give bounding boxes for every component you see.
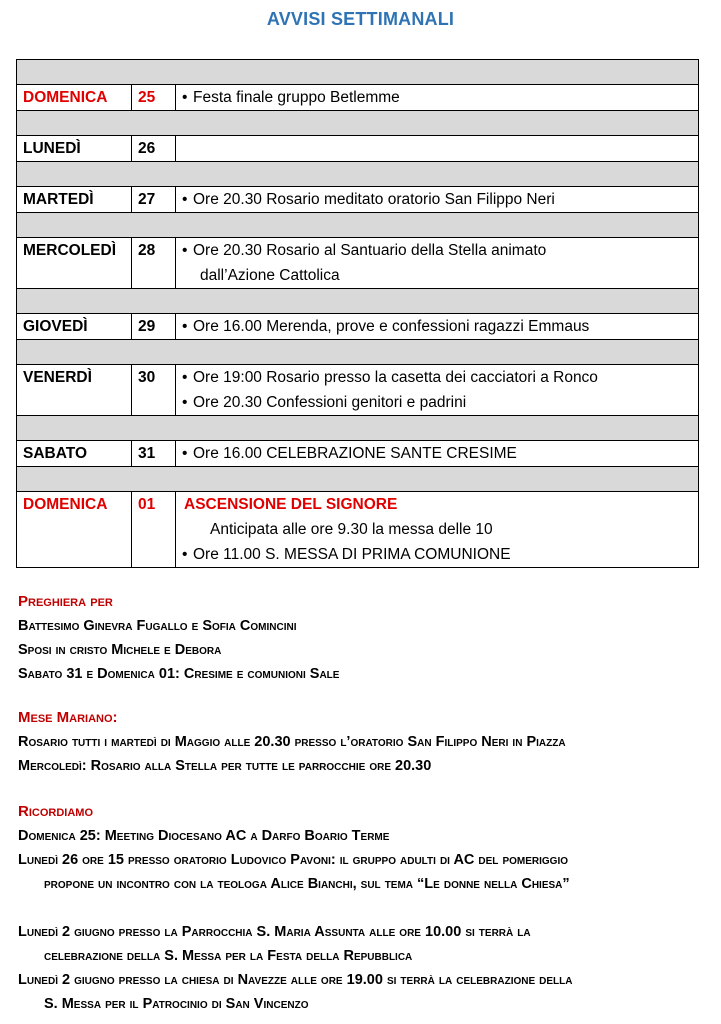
- day-number: 01: [132, 492, 176, 568]
- events-cell: [176, 365, 699, 416]
- schedule-separator-row: [17, 213, 699, 238]
- event-line: [182, 517, 692, 542]
- event-text: Ore 11.00 S. MESSA DI PRIMA COMUNIONE: [193, 546, 511, 563]
- day-number: 27: [132, 187, 176, 213]
- schedule-separator-row: [17, 111, 699, 136]
- events-cell: [176, 187, 699, 213]
- day-number: 25: [132, 85, 176, 111]
- separator-cell: [17, 60, 699, 85]
- section-title: Preghiera per: [18, 593, 113, 610]
- event-line: [182, 314, 692, 339]
- section-spacer: [18, 896, 708, 920]
- schedule-separator-row: [17, 289, 699, 314]
- event-text: Ore 19:00 Rosario presso la casetta dei cacciatori a Ronco: [193, 369, 598, 386]
- section-mese-mariano: [18, 706, 708, 778]
- bullet-icon: •: [182, 394, 188, 411]
- section-preghiera: [18, 590, 708, 686]
- event-text: Festa finale gruppo Betlemme: [193, 89, 400, 106]
- event-text: ASCENSIONE DEL SIGNORE: [184, 496, 398, 513]
- bullet-icon: •: [182, 546, 188, 563]
- schedule-separator-row: [17, 60, 699, 85]
- event-line: [182, 85, 692, 110]
- event-line: [182, 187, 692, 212]
- separator-cell: [17, 111, 699, 136]
- event-line: [182, 238, 692, 263]
- day-name: DOMENICA: [17, 85, 132, 111]
- day-number: 28: [132, 238, 176, 289]
- event-text: Ore 16.00 CELEBRAZIONE SANTE CRESIME: [193, 445, 517, 462]
- section-ricordiamo: [18, 800, 708, 1016]
- event-text: Ore 20.30 Rosario al Santuario della Stella animato: [193, 242, 547, 259]
- section-line: S. Messa per il Patrocinio di San Vincenzo: [44, 996, 309, 1012]
- event-line: [182, 263, 692, 288]
- day-name: MARTEDÌ: [17, 187, 132, 213]
- day-number: 29: [132, 314, 176, 340]
- day-name: VENERDÌ: [17, 365, 132, 416]
- day-name: SABATO: [17, 441, 132, 467]
- events-cell: [176, 441, 699, 467]
- schedule-separator-row: [17, 340, 699, 365]
- section-line: Domenica 25: Meeting Diocesano AC a Darfo Boario Terme: [18, 828, 390, 844]
- separator-cell: [17, 289, 699, 314]
- event-text: Ore 16.00 Merenda, prove e confessioni ragazzi Emmaus: [193, 318, 590, 335]
- event-text: dall’Azione Cattolica: [200, 267, 340, 284]
- event-line: [182, 390, 692, 415]
- weekly-schedule-table: [16, 59, 699, 568]
- event-line: [182, 441, 692, 466]
- bullet-icon: •: [182, 445, 188, 462]
- section-line: Lunedì 2 giugno presso la chiesa di Navezze alle ore 19.00 si terrà la celebrazione della: [18, 972, 573, 988]
- bullet-icon: •: [182, 318, 188, 335]
- day-name: LUNEDÌ: [17, 136, 132, 162]
- schedule-row: [17, 136, 699, 162]
- schedule-separator-row: [17, 162, 699, 187]
- events-cell: [176, 85, 699, 111]
- section-line: Mercoledì: Rosario alla Stella per tutte le parrocchie ore 20.30: [18, 758, 432, 774]
- events-cell: [176, 136, 699, 162]
- separator-cell: [17, 340, 699, 365]
- day-number: 26: [132, 136, 176, 162]
- schedule-row: [17, 441, 699, 467]
- schedule-row: [17, 238, 699, 289]
- bullet-icon: •: [182, 191, 188, 208]
- section-line: Sabato 31 e Domenica 01: Cresime e comunioni Sale: [18, 666, 340, 682]
- day-name: GIOVEDÌ: [17, 314, 132, 340]
- bullet-icon: •: [182, 242, 188, 259]
- event-text: Ore 20.30 Rosario meditato oratorio San Filippo Neri: [193, 191, 555, 208]
- event-line: [182, 365, 692, 390]
- schedule-row: [17, 492, 699, 568]
- section-title: Ricordiamo: [18, 803, 93, 820]
- section-line: Lunedì 2 giugno presso la Parrocchia S. Maria Assunta alle ore 10.00 si terrà la: [18, 924, 531, 940]
- day-name: MERCOLEDÌ: [17, 238, 132, 289]
- section-title: Mese Mariano:: [18, 709, 118, 726]
- schedule-row: [17, 365, 699, 416]
- bullet-icon: •: [182, 89, 188, 106]
- section-line: Battesimo Ginevra Fugallo e Sofia Comincini: [18, 618, 297, 634]
- event-text: Ore 20.30 Confessioni genitori e padrini: [193, 394, 467, 411]
- day-number: 30: [132, 365, 176, 416]
- events-cell: [176, 492, 699, 568]
- event-line: [182, 542, 692, 567]
- bullet-icon: •: [182, 369, 188, 386]
- section-line: Sposi in cristo Michele e Debora: [18, 642, 222, 658]
- events-cell: [176, 314, 699, 340]
- section-line: Rosario tutti i martedì di Maggio alle 20.30 presso l’oratorio San Filippo Neri in Piazza: [18, 734, 566, 750]
- event-text: Anticipata alle ore 9.30 la messa delle 10: [210, 521, 493, 538]
- schedule-row: [17, 85, 699, 111]
- separator-cell: [17, 467, 699, 492]
- events-cell: [176, 238, 699, 289]
- schedule-row: [17, 187, 699, 213]
- separator-cell: [17, 416, 699, 441]
- separator-cell: [17, 162, 699, 187]
- section-line: celebrazione della S. Messa per la Festa della Repubblica: [44, 948, 413, 964]
- schedule-row: [17, 314, 699, 340]
- day-number: 31: [132, 441, 176, 467]
- schedule-separator-row: [17, 467, 699, 492]
- section-line: propone un incontro con la teologa Alice Bianchi, sul tema “Le donne nella Chiesa”: [44, 876, 570, 892]
- event-line: [182, 492, 692, 517]
- section-line: Lunedì 26 ore 15 presso oratorio Ludovico Pavoni: il gruppo adulti di AC del pomeriggio: [18, 852, 569, 868]
- day-name: DOMENICA: [17, 492, 132, 568]
- separator-cell: [17, 213, 699, 238]
- page-title: AVVISI SETTIMANALI: [266, 9, 455, 29]
- schedule-separator-row: [17, 416, 699, 441]
